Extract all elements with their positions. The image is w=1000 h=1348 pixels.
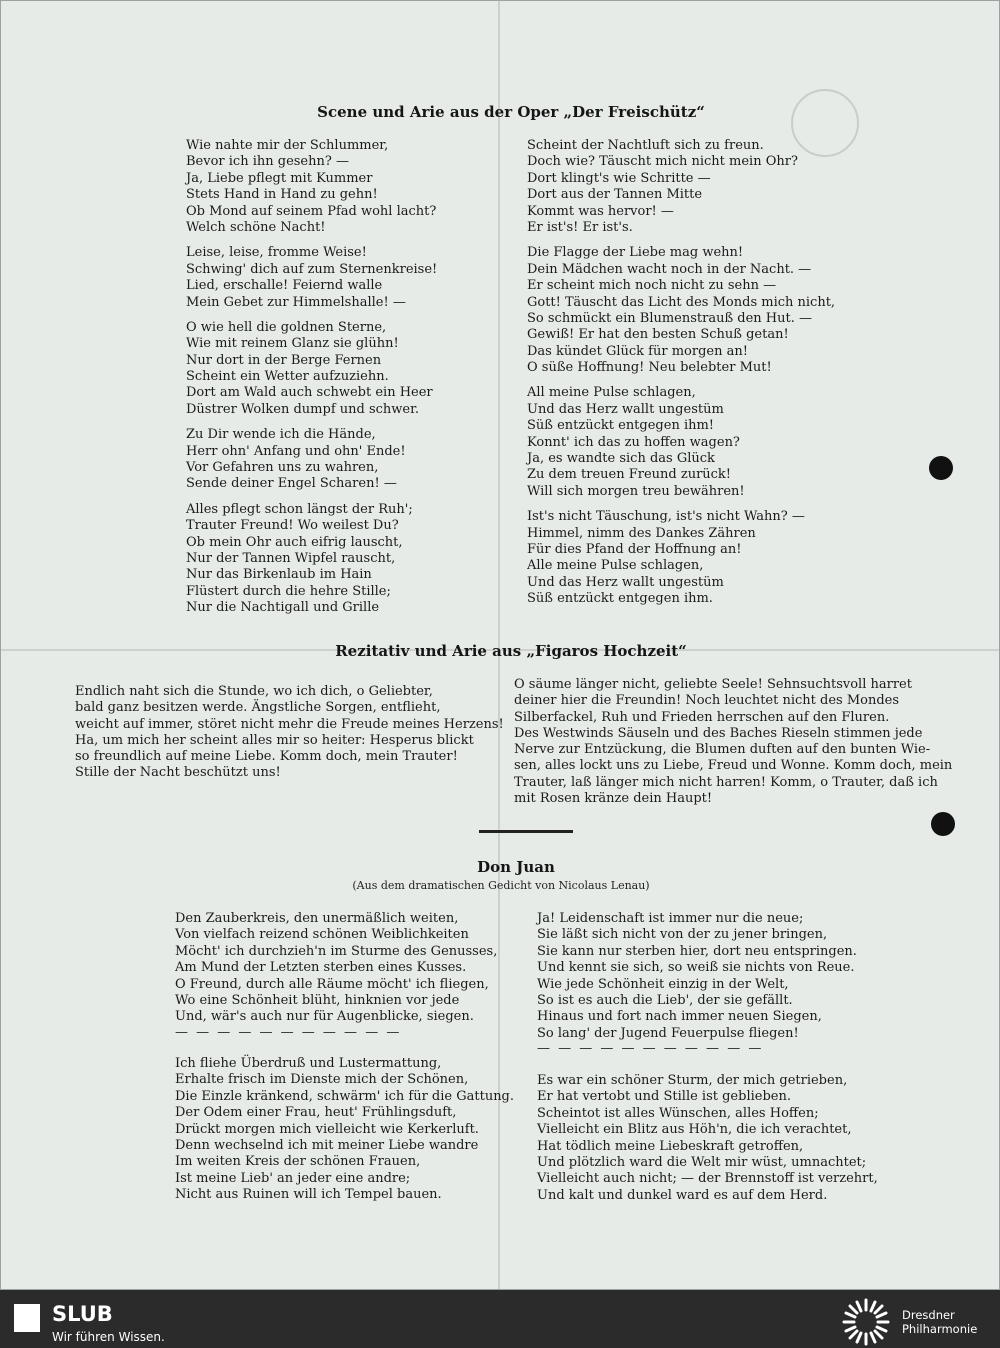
don-juan-left-top: [175, 912, 497, 1027]
don-juan-right-top: [537, 912, 857, 1043]
text-line: Endlich naht sich die Stunde, wo ich dich, o Geliebter,: [75, 684, 433, 699]
text-line: Bevor ich ihn gesehn? —: [186, 154, 349, 170]
slub-tagline: Wir führen Wissen.: [52, 1330, 165, 1344]
text-line: Vielleicht ein Blitz aus Höh'n, die ich verachtet,: [537, 1122, 852, 1138]
text-line: Süß entzückt entgegen ihm!: [527, 418, 715, 434]
text-line: Gewiß! Er hat den besten Schuß getan!: [527, 327, 789, 343]
text-line: Von vielfach reizend schönen Weiblichkeiten: [175, 927, 469, 943]
text-line: Nur das Birkenlaub im Hain: [186, 567, 372, 583]
don-juan-left-bottom: [175, 1057, 514, 1205]
text-line: All meine Pulse schlagen,: [527, 385, 696, 401]
text-line: Hat tödlich meine Liebeskraft getroffen,: [537, 1138, 804, 1154]
text-line: sen, alles lockt uns zu Liebe, Freud und Wonne. Komm doch, mein: [514, 758, 953, 774]
text-line: Des Westwinds Säuseln und des Baches Rieseln stimmen jede: [514, 725, 923, 741]
text-line: O säume länger nicht, geliebte Seele! Sehnsuchtsvoll harret: [514, 677, 912, 692]
text-line: Ob Mond auf seinem Pfad wohl lacht?: [186, 203, 437, 219]
dresdner-philharmonie-logo-icon[interactable]: [840, 1296, 892, 1348]
text-line: Für dies Pfand der Hoffnung an!: [527, 541, 742, 557]
text-line: So schmückt ein Blumenstrauß den Hut. —: [527, 310, 813, 326]
don-juan-right-bottom: [537, 1074, 878, 1205]
text-line: Scheintot ist alles Wünschen, alles Hoffen;: [537, 1105, 819, 1121]
text-line: Ha, um mich her scheint alles mir so heiter: Hesperus blickt: [75, 732, 474, 748]
text-line: Silberfackel, Ruh und Frieden herrschen auf den Fluren.: [514, 709, 890, 725]
text-line: Wie jede Schönheit einzig in der Welt,: [537, 976, 789, 992]
text-line: Vor Gefahren uns zu wahren,: [186, 460, 379, 476]
punch-hole: [931, 812, 955, 836]
text-line: Düstrer Wolken dumpf und schwer.: [186, 401, 420, 417]
text-line: Und das Herz wallt ungestüm: [527, 401, 724, 417]
text-line: Den Zauberkreis, den unermäßlich weiten,: [175, 911, 459, 926]
text-line: Sende deiner Engel Scharen! —: [186, 476, 397, 492]
text-line: Nur dort in der Berge Fernen: [186, 352, 382, 368]
text-line: Drückt morgen mich vielleicht wie Kerkerluft.: [175, 1121, 479, 1137]
freischuetz-title: Scene und Arie aus der Oper „Der Freischütz“: [317, 103, 705, 121]
text-line: Sie läßt sich nicht von der zu jener bringen,: [537, 927, 828, 943]
text-line: Hinaus und fort nach immer neuen Siegen,: [537, 1009, 822, 1025]
text-line: Herr ohn' Anfang und ohn' Ende!: [186, 443, 406, 459]
text-line: Er hat vertobt und Stille ist geblieben.: [537, 1089, 791, 1105]
text-line: Dort aus der Tannen Mitte: [527, 187, 703, 203]
text-line: Will sich morgen treu bewähren!: [527, 483, 745, 499]
text-line: Die Einzle kränkend, schwärm' ich für die Gattung.: [175, 1088, 515, 1104]
text-line: So lang' der Jugend Feuerpulse fliegen!: [537, 1025, 799, 1041]
text-line: Die Flagge der Liebe mag wehn!: [527, 245, 744, 261]
text-line: Mein Gebet zur Himmelshalle! —: [186, 294, 406, 310]
text-line: so freundlich auf meine Liebe. Komm doch, mein Trauter!: [75, 749, 458, 765]
text-line: Wie mit reinem Glanz sie glühn!: [186, 336, 399, 352]
text-line: Süß entzückt entgegen ihm.: [527, 591, 713, 607]
text-line: Konnt' ich das zu hoffen wagen?: [527, 434, 740, 450]
text-line: Vielleicht auch nicht; — der Brennstoff ist verzehrt,: [537, 1171, 878, 1187]
text-line: Welch schöne Nacht!: [186, 219, 326, 235]
text-line: Und kalt und dunkel ward es auf dem Herd.: [537, 1187, 828, 1203]
text-line: Er scheint mich noch nicht zu sehn —: [527, 278, 777, 294]
text-line: Ist's nicht Täuschung, ist's nicht Wahn? —: [527, 509, 805, 525]
text-line: Das kündet Glück für morgen an!: [527, 343, 748, 359]
text-line: Gott! Täuscht das Licht des Monds mich nicht,: [527, 294, 836, 310]
text-line: Möcht' ich durchzieh'n im Sturme des Genusses,: [175, 943, 498, 959]
text-line: weicht auf immer, störet nicht mehr die Freude meines Herzens!: [75, 716, 504, 732]
don-juan-title: Don Juan: [477, 858, 555, 876]
orchestra-name-line2: Philharmonie: [902, 1322, 978, 1336]
text-line: Es war ein schöner Sturm, der mich getrieben,: [537, 1073, 848, 1088]
text-line: Alle meine Pulse schlagen,: [527, 558, 704, 574]
slub-logo-icon[interactable]: [14, 1304, 40, 1332]
text-line: Nur der Tannen Wipfel rauscht,: [186, 550, 396, 566]
text-line: Scheint ein Wetter aufzuziehn.: [186, 369, 389, 385]
text-line: Erhalte frisch im Dienste mich der Schönen,: [175, 1072, 469, 1088]
text-line: Er ist's! Er ist's.: [527, 219, 633, 235]
text-line: Trauter, laß länger mich nicht harren! Komm, o Trauter, daß ich: [514, 774, 938, 790]
slub-name[interactable]: SLUB: [52, 1302, 113, 1326]
text-line: Und plötzlich ward die Welt mir wüst, umnachtet;: [537, 1154, 867, 1170]
text-line: Stets Hand in Hand zu gehn!: [186, 187, 378, 203]
figaro-title: Rezitativ und Arie aus „Figaros Hochzeit“: [335, 642, 687, 660]
text-line: Scheint der Nachtluft sich zu freun.: [527, 138, 764, 153]
text-line: Und kennt sie sich, so weiß sie nichts von Reue.: [537, 960, 855, 976]
text-line: O süße Hoffnung! Neu belebter Mut!: [527, 360, 772, 376]
text-line: Kommt was hervor! —: [527, 203, 674, 219]
orchestra-name-line1: Dresdner: [902, 1308, 955, 1322]
text-line: Der Odem einer Frau, heut' Frühlingsduft,: [175, 1105, 457, 1121]
text-line: Alles pflegt schon längst der Ruh';: [186, 501, 413, 517]
text-line: Nur die Nachtigall und Grille: [186, 600, 380, 616]
text-line: Dein Mädchen wacht noch in der Nacht. —: [527, 261, 812, 277]
text-line: mit Rosen kränze dein Haupt!: [514, 791, 713, 807]
text-line: Lied, erschalle! Feiernd walle: [186, 278, 383, 294]
text-line: Zu Dir wende ich die Hände,: [186, 427, 376, 443]
text-line: Doch wie? Täuscht mich nicht mein Ohr?: [527, 154, 798, 170]
text-line: Flüstert durch die hehre Stille;: [186, 583, 391, 599]
text-line: Ich fliehe Überdruß und Lustermattung,: [175, 1056, 442, 1071]
figaro-left-column: [75, 684, 504, 782]
orchestra-name: [902, 1308, 977, 1336]
text-line: Ja, Liebe pflegt mit Kummer: [186, 170, 373, 186]
text-line: Schwing' dich auf zum Sternenkreise!: [186, 261, 438, 277]
text-line: deiner hier die Freundin! Noch leuchtet nicht des Mondes: [514, 693, 900, 709]
text-line: So ist es auch die Lieb', der sie gefällt.: [537, 992, 793, 1008]
text-line: Und, wär's auch nur für Augenblicke, siegen.: [175, 1009, 474, 1025]
dash-separator-right: — — — — — — — — — — —: [537, 1041, 764, 1056]
text-line: Ist meine Lieb' an jeder eine andre;: [175, 1170, 411, 1186]
don-juan-subtitle: (Aus dem dramatischen Gedicht von Nicolaus Lenau): [352, 879, 650, 892]
freischuetz-left-column: [186, 139, 437, 618]
text-line: Wie nahte mir der Schlummer,: [186, 138, 389, 153]
section-divider: [479, 830, 573, 833]
text-line: Dort am Wald auch schwebt ein Heer: [186, 385, 433, 401]
text-line: Im weiten Kreis der schönen Frauen,: [175, 1154, 421, 1170]
text-line: Ja, es wandte sich das Glück: [527, 451, 715, 467]
punch-hole: [929, 456, 953, 480]
text-line: Stille der Nacht beschützt uns!: [75, 765, 281, 781]
text-line: Himmel, nimm des Dankes Zähren: [527, 525, 756, 541]
text-line: Dort klingt's wie Schritte —: [527, 170, 711, 186]
dash-separator-left: — — — — — — — — — — —: [175, 1025, 402, 1040]
text-line: Wo eine Schönheit blüht, hinknien vor jede: [175, 992, 460, 1008]
text-line: Und das Herz wallt ungestüm: [527, 574, 724, 590]
text-line: Ja! Leidenschaft ist immer nur die neue;: [537, 911, 804, 926]
text-line: O wie hell die goldnen Sterne,: [186, 319, 387, 335]
text-line: Ob mein Ohr auch eifrig lauscht,: [186, 534, 403, 550]
text-line: O Freund, durch alle Räume möcht' ich fliegen,: [175, 976, 489, 992]
text-line: Am Mund der Letzten sterben eines Kusses.: [175, 960, 467, 976]
freischuetz-right-column: [527, 139, 835, 609]
text-line: Zu dem treuen Freund zurück!: [527, 467, 732, 483]
text-line: Leise, leise, fromme Weise!: [186, 245, 367, 261]
figaro-right-column: [514, 677, 952, 807]
text-line: Denn wechselnd ich mit meiner Liebe wandre: [175, 1137, 479, 1153]
text-line: Nerve zur Entzückung, die Blumen duften auf den bunten Wie-: [514, 742, 931, 758]
text-line: Trauter Freund! Wo weilest Du?: [186, 518, 399, 534]
text-line: Nicht aus Ruinen will ich Tempel bauen.: [175, 1187, 442, 1203]
text-line: Sie kann nur sterben hier, dort neu entspringen.: [537, 943, 857, 959]
text-line: bald ganz besitzen werde. Ängstliche Sorgen, entflieht,: [75, 700, 441, 716]
